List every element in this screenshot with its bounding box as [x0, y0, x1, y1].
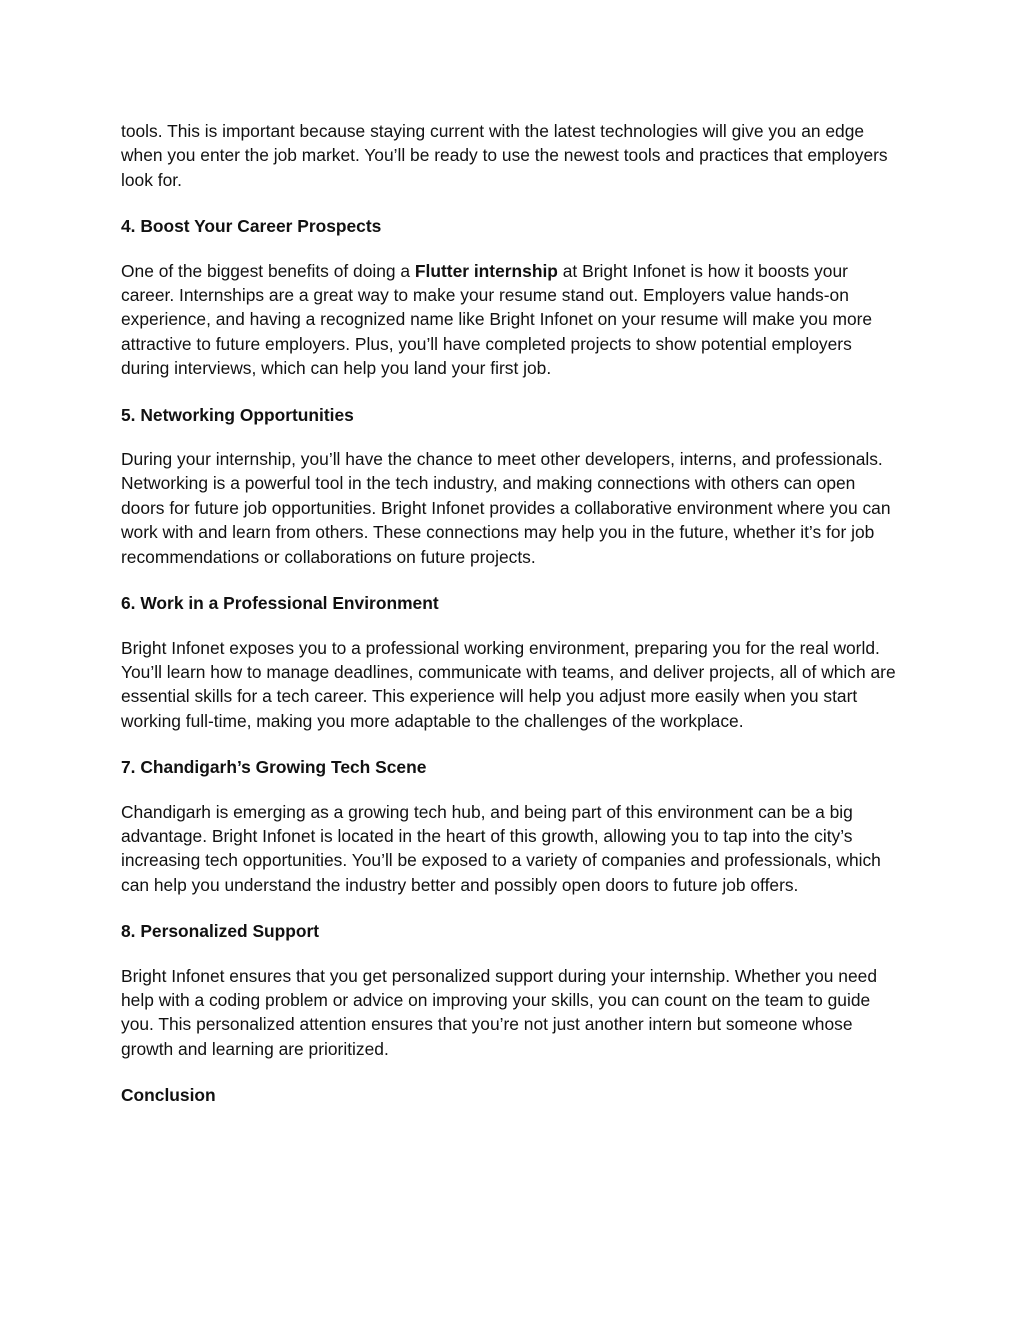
section-body-networking: During your internship, you’ll have the chance to meet other developers, interns, and professionals. Networking is a powerful tool in the tech industry, and making connections with others can open doors for future job opportunities. Bright Infonet provides a collaborative environment where you can work with and learn from others. These connections may help you in the future, whether it’s for job recommendations or collaborations on future projects.: [121, 449, 891, 567]
section-body-career-prospects: [121, 259, 901, 381]
section-body-chandigarh-tech-scene: Chandigarh is emerging as a growing tech hub, and being part of this environment can be a big advantage. Bright Infonet is located in the heart of this growth, allowing you to tap into the city’s increasing tech opportunities. You’ll be exposed to a variety of companies and professionals, which can help you understand the industry better and possibly open doors to future job offers.: [121, 801, 881, 895]
section-heading-networking: 5. Networking Opportunities: [121, 404, 354, 425]
section-heading-personalized-support: 8. Personalized Support: [121, 921, 320, 942]
body-text: at Bright Infonet is how it boosts your career. Internships are a great way to make your resume stand out. Employers value hands-on experience, and having a recognized name like Bright Infonet on your resume will make you more attractive to future employers. Plus, you’ll have completed projects to show potential employers during interviews, which can help you land your first job.: [121, 260, 873, 379]
section-heading-chandigarh-tech-scene: 7. Chandigarh’s Growing Tech Scene: [121, 757, 427, 778]
body-text: One of the biggest benefits of doing a: [121, 260, 415, 281]
intro-paragraph: tools. This is important because staying current with the latest technologies will give you an edge when you enter the job market. You’ll be ready to use the newest tools and practices that employers look for.: [121, 121, 888, 190]
section-heading-professional-environment: 6. Work in a Professional Environment: [121, 593, 439, 614]
flutter-internship-emphasis: Flutter internship: [414, 260, 558, 281]
section-body-professional-environment: Bright Infonet exposes you to a professional working environment, preparing you for the real world. You’ll learn how to manage deadlines, communicate with teams, and deliver projects, all of which are essential skills for a tech career. This experience will help you adjust more easily when you start working full-time, making you more adaptable to the challenges of the workplace.: [121, 637, 896, 731]
conclusion-heading: Conclusion: [121, 1085, 216, 1106]
section-heading-career-prospects: 4. Boost Your Career Prospects: [121, 216, 382, 237]
document-page: [121, 119, 901, 1128]
section-body-personalized-support: Bright Infonet ensures that you get personalized support during your internship. Whether you need help with a coding problem or advice on improving your skills, you can count on the team to guide you. This personalized attention ensures that you’re not just another intern but someone whose growth and learning are prioritized.: [121, 965, 877, 1059]
